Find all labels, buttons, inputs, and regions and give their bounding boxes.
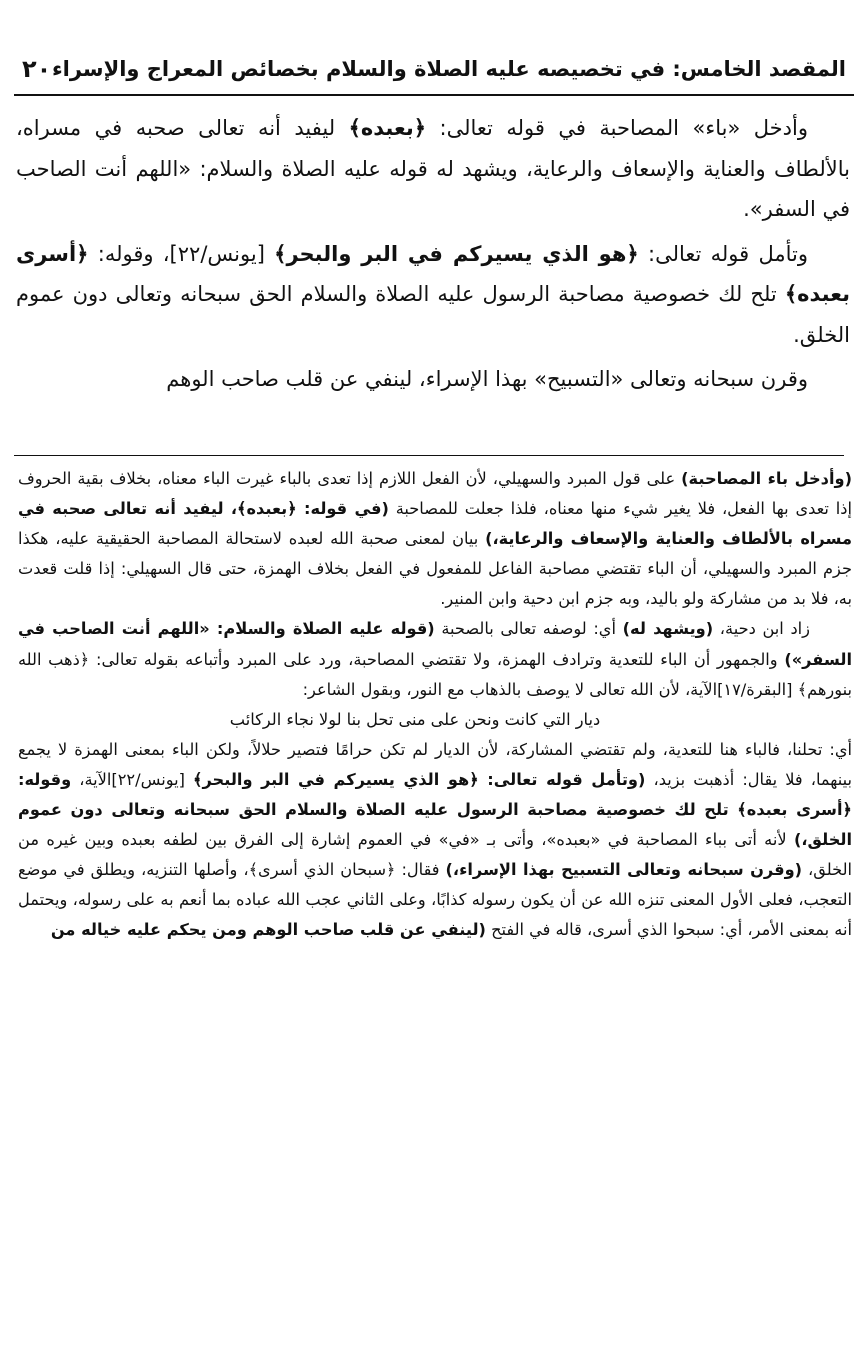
text-run: أي: لوصفه تعالى بالصحبة <box>434 619 623 639</box>
text-run: وتأمل قوله تعالى: <box>638 241 808 266</box>
text-run: تلح لك خصوصية مصاحبة الرسول عليه الصلاة والسلام الحق سبحانه وتعالى دون عموم الخلق. <box>16 282 850 347</box>
footnote-paragraph <box>18 614 852 704</box>
header-rule <box>14 94 854 96</box>
verse-text: ديار التي كانت ونحن على منى تحل بنا لولا نجاء الركائب <box>229 709 601 729</box>
commentary-lemma: (ويشهد له) <box>622 619 714 639</box>
text-run: لأنه أتى بباء المصاحبة في «بعبده»، وأتى بـ «في» في العموم إشارة إلى الفرق بين لطفه بعبده وبين غيره من الخلق، <box>18 830 852 880</box>
text-run: زاد ابن دحية، <box>713 619 810 639</box>
page-header <box>22 48 846 90</box>
footnotes <box>18 464 852 946</box>
poem-verse <box>18 705 852 735</box>
commentary-lemma: (وتأمل قوله تعالى: ﴿هو الذي يسيركم في البر والبحر﴾ <box>193 769 646 789</box>
main-text <box>16 108 850 400</box>
text-run: بيان لمعنى صحبة الله لعبده لاستحالة المصاحبة الحقيقية عليه، هكذا جزم المبرد والسهيلي، أن الباء تقتضي مصاحبة الفاعل للمفعول في الفعل بخلاف الهمزة، حتى قال السهيلي: إذا قلت قعدت به، فلا بد من مشاركة ولو باليد، وبه جزم ابن دحية وابن المنير. <box>18 529 852 609</box>
quran-quote: ﴿أسرى بعبده﴾ <box>16 241 850 306</box>
text-run: على قول المبرد والسهيلي، لأن الفعل اللازم إذا تعدى بالباء غيرت الباء معناه، بخلاف بقية الحروف إذا تعدى بها الفعل، فلا يغير شيء منها معناه، فلذا جعلت للمصاحبة <box>18 469 852 519</box>
main-paragraph <box>16 234 850 356</box>
main-paragraph <box>16 108 850 230</box>
text-run: أي: تحلنا، فالباء هنا للتعدية، ولم تقتضي المشاركة، لأن الديار لم تكن حرامًا فتصير حلالاً، ولكن الباء بمعنى الهمزة لا يجمع بينهما، فلا يقال: أذهبت بزيد، <box>18 739 853 789</box>
text-run: وأدخل «باء» المصاحبة في قوله تعالى: <box>426 116 808 140</box>
running-title: المقصد الخامس: في تخصيصه عليه الصلاة والسلام بخصائص المعراج والإسراء <box>51 57 846 81</box>
footnote-separator <box>14 455 844 456</box>
text-run: فقال: ﴿سبحان الذي أسرى﴾، وأصلها التنزيه، ويطلق في موضع التعجب، فعلى الأول المعنى تنزه الله عن أن يكون رسوله كذابًا، وعلى الثاني عجب الله عباده بما أنعم به على رسوله، ويحتمل أنه بمعنى الأمر، أي: سبحوا الذي أسرى، قاله في الفتح <box>18 860 852 940</box>
footnote-paragraph <box>18 464 852 614</box>
text-run: والجمهور أن الباء للتعدية وترادف الهمزة، ولا تقتضي المصاحبة، ورد على المبرد وأتباعه بقوله تعالى: ﴿ذهب الله بنورهم﴾ [البقرة/١٧]الآية، لأن الله تعالى لا يوصف بالذهاب مع النور، وبقول الشاعر: <box>18 649 852 699</box>
commentary-lemma: (وقرن سبحانه وتعالى التسبيح بهذا الإسراء،) <box>445 860 803 880</box>
page-number: ٢٠ <box>22 55 52 83</box>
text-run: [يونس/٢٢]الآية، <box>71 769 193 789</box>
commentary-lemma: (في قوله: ﴿بعبده﴾، ليفيد أنه تعالى صحبه في مسراه بالألطاف والعناية والإسعاف والرعاية،) <box>18 499 853 549</box>
main-paragraph <box>16 359 850 400</box>
footnote-paragraph <box>18 735 852 946</box>
quran-quote: ﴿هو الذي يسيركم في البر والبحر﴾ <box>274 241 639 266</box>
commentary-lemma: وقوله: ﴿أسرى بعبده﴾ تلح لك خصوصية مصاحبة الرسول عليه الصلاة والسلام الحق سبحانه وتعالى دون عموم الخلق،) <box>18 769 852 850</box>
commentary-lemma: (وأدخل باء المصاحبة) <box>681 469 853 488</box>
text-run: [يونس/٢٢]، وقوله: <box>88 241 275 266</box>
text-run: وقرن سبحانه وتعالى «التسبيح» بهذا الإسراء، لينفي عن قلب صاحب الوهم <box>166 367 808 391</box>
text-run: ليفيد أنه تعالى صحبه في مسراه، بالألطاف والعناية والإسعاف والرعاية، ويشهد له قوله عليه الصلاة والسلام: «اللهم أنت الصاحب في السفر». <box>16 116 850 221</box>
quran-quote: ﴿بعبده﴾ <box>348 116 427 140</box>
commentary-lemma: (لينفي عن قلب صاحب الوهم ومن يحكم عليه خياله من <box>50 920 486 940</box>
commentary-lemma: (قوله عليه الصلاة والسلام: «اللهم أنت الصاحب في السفر») <box>18 619 852 669</box>
